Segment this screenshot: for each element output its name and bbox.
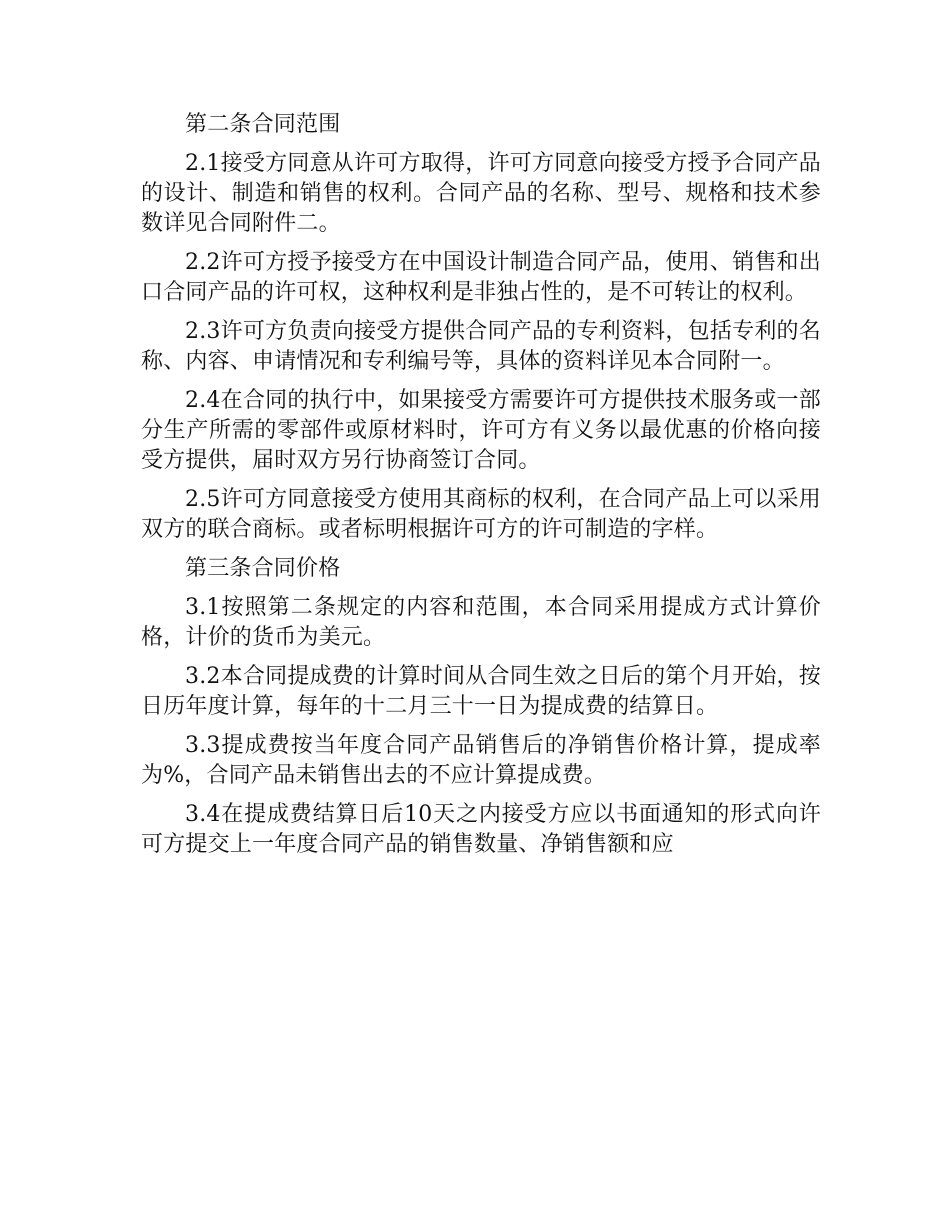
section-heading-article-3: 第三条合同价格 bbox=[185, 556, 341, 581]
clause-3-3: 3.3提成费按当年度合同产品销售后的净销售价格计算，提成率为%，合同产品未销售出去的不应计算提成费。 bbox=[141, 733, 821, 788]
section-heading-article-2: 第二条合同范围 bbox=[185, 112, 341, 137]
clause-2-3: 2.3许可方负责向接受方提供合同产品的专利资料，包括专利的名称、内容、申请情况和专利编号等，具体的资料详见本合同附一。 bbox=[141, 319, 821, 374]
clause-2-1: 2.1接受方同意从许可方取得，许可方同意向接受方授予合同产品的设计、制造和销售的权利。合同产品的名称、型号、规格和技术参数详见合同附件二。 bbox=[141, 151, 821, 236]
clause-2-5: 2.5许可方同意接受方使用其商标的权利，在合同产品上可以采用双方的联合商标。或者标明根据许可方的许可制造的字样。 bbox=[141, 487, 821, 542]
document-body bbox=[141, 110, 821, 869]
clause-2-4: 2.4在合同的执行中，如果接受方需要许可方提供技术服务或一部分生产所需的零部件或原材料时，许可方有义务以最优惠的价格向接受方提供，届时双方另行协商签订合同。 bbox=[141, 388, 821, 473]
clause-3-4: 3.4在提成费结算日后10天之内接受方应以书面通知的形式向许可方提交上一年度合同产品的销售数量、净销售额和应 bbox=[141, 802, 821, 857]
clause-3-1: 3.1按照第二条规定的内容和范围，本合同采用提成方式计算价格，计价的货币为美元。 bbox=[141, 595, 821, 650]
clause-3-2: 3.2本合同提成费的计算时间从合同生效之日后的第个月开始，按日历年度计算，每年的十二月三十一日为提成费的结算日。 bbox=[141, 664, 821, 719]
clause-2-2: 2.2许可方授予接受方在中国设计制造合同产品，使用、销售和出口合同产品的许可权，这种权利是非独占性的，是不可转让的权利。 bbox=[141, 250, 821, 305]
